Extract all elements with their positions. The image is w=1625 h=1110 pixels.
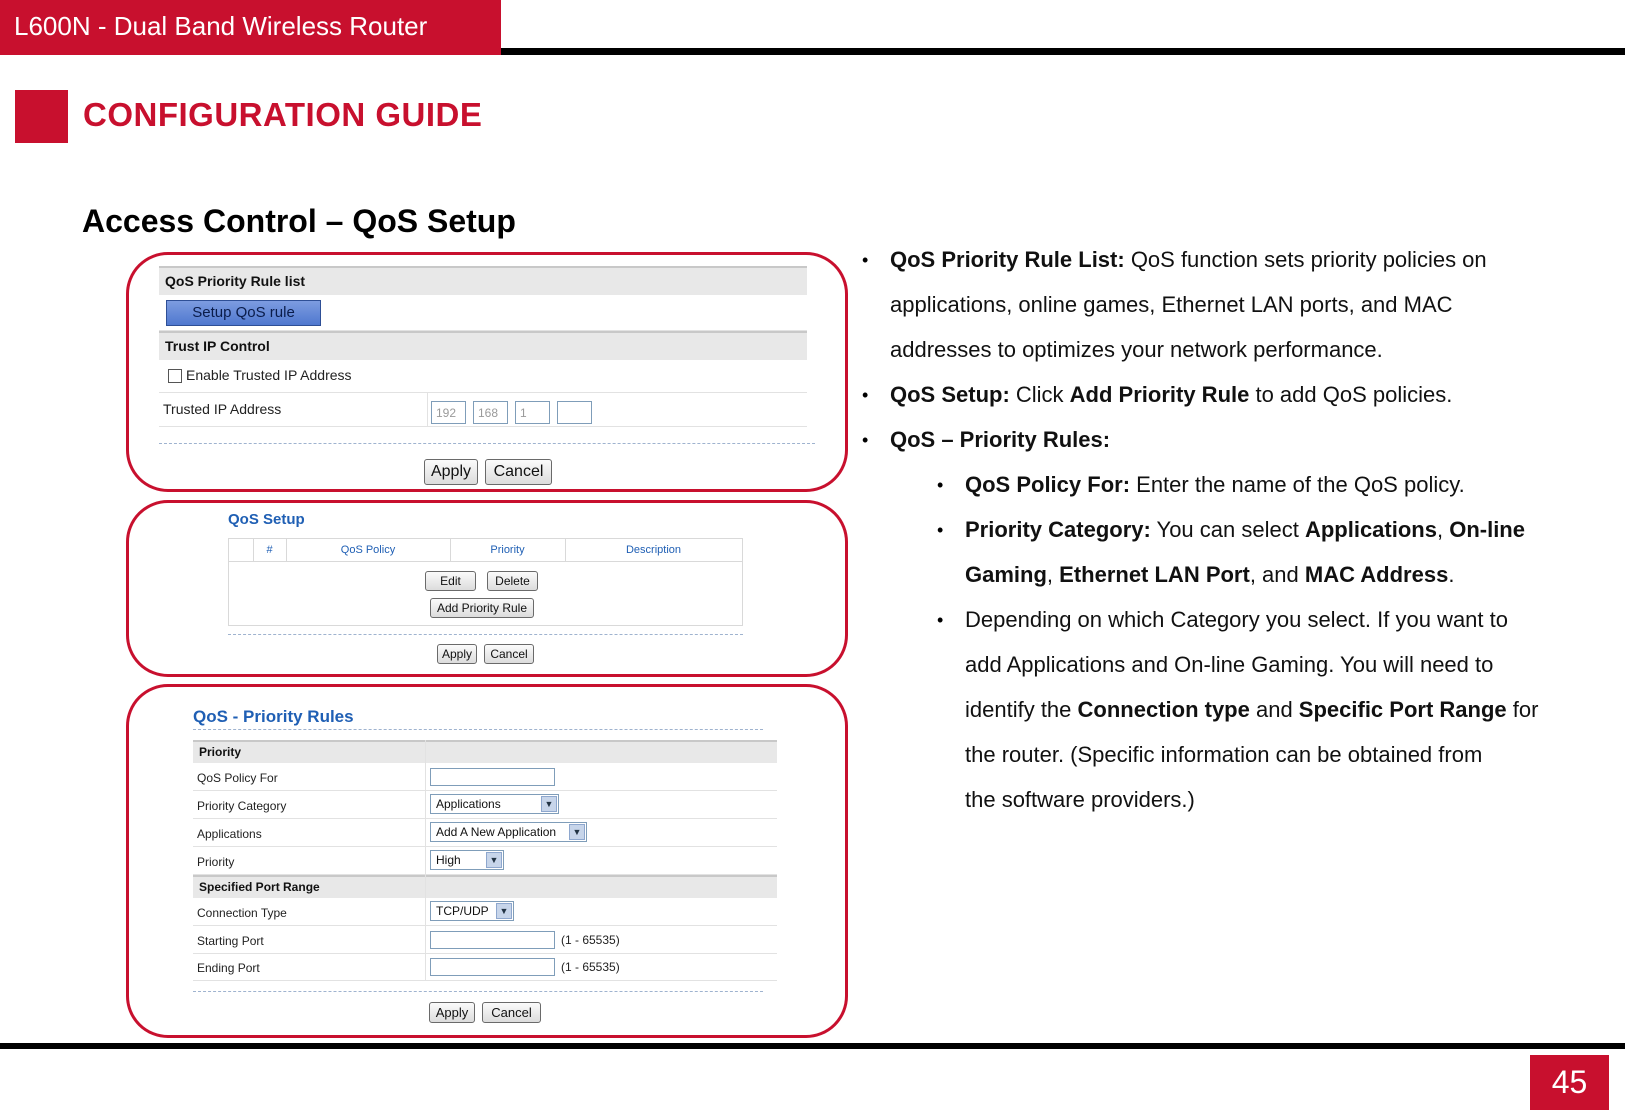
trust-ip-header: Trust IP Control [159, 331, 807, 360]
term: MAC Address [1304, 562, 1449, 587]
setup-qos-rule-button[interactable]: Setup QoS rule [166, 300, 321, 326]
term: On-line [1449, 517, 1525, 542]
connection-type-label: Connection Type [197, 906, 287, 920]
port-range-section-header: Specified Port Range [193, 875, 777, 898]
page-title: Access Control – QoS Setup [82, 203, 516, 239]
divider [193, 729, 763, 730]
priority-label: Priority [197, 855, 235, 869]
column-header-policy: QoS Policy [340, 544, 396, 556]
apply-button[interactable]: Apply [429, 1002, 475, 1023]
description-line: addresses to optimizes your network performance. [890, 337, 1383, 362]
description-line: the software providers.) [965, 787, 1195, 812]
description-line [965, 561, 1454, 589]
divider [193, 991, 763, 992]
description-text: , [1436, 517, 1450, 542]
qos-rule-list-description [890, 246, 1487, 274]
ending-port-input[interactable] [430, 958, 555, 976]
bullet: • [937, 475, 944, 495]
description-line: the router. (Specific information can be obtained from [965, 742, 1483, 767]
description-line: applications, online games, Ethernet LAN ports, and MAC [890, 292, 1453, 317]
priority-category-description [965, 516, 1525, 544]
selected-connection-type: TCP/UDP [436, 904, 489, 918]
qos-rule-list-screenshot [126, 252, 848, 492]
add-priority-rule-button[interactable]: Add Priority Rule [430, 598, 534, 618]
document-product-header: L600N - Dual Band Wireless Router [0, 0, 501, 55]
bullet: • [862, 250, 869, 270]
description-text: QoS function sets priority policies on [1124, 247, 1487, 272]
ip-octet-3[interactable]: 1 [515, 401, 550, 424]
page-number: 45 [1530, 1055, 1609, 1110]
guide-title: CONFIGURATION GUIDE [83, 96, 483, 133]
enable-trusted-row [159, 360, 807, 393]
chevron-down-icon: ▼ [496, 903, 512, 919]
description-text: , [1046, 562, 1060, 587]
starting-port-input[interactable] [430, 931, 555, 949]
priority-select[interactable] [430, 850, 504, 870]
edit-button[interactable]: Edit [425, 571, 476, 591]
qos-rules-table [228, 538, 743, 626]
policy-for-input[interactable] [430, 768, 555, 786]
ip-octet-2[interactable]: 168 [473, 401, 508, 424]
description-text: , and [1249, 562, 1305, 587]
ip-octet-4[interactable] [557, 401, 592, 424]
divider [159, 443, 815, 444]
term: QoS Setup: [890, 382, 1010, 407]
bullet: • [937, 520, 944, 540]
enable-trusted-label: Enable Trusted IP Address [186, 367, 352, 383]
ending-port-range-hint: (1 - 65535) [561, 960, 620, 974]
term: QoS Priority Rule List: [890, 247, 1125, 272]
term: QoS Policy For: [965, 472, 1131, 497]
enable-trusted-checkbox[interactable] [168, 369, 182, 383]
divider [228, 634, 743, 635]
starting-port-label: Starting Port [197, 934, 264, 948]
cancel-button[interactable]: Cancel [485, 459, 552, 485]
priority-section-header: Priority [193, 740, 777, 763]
priority-category-label: Priority Category [197, 799, 287, 813]
header-rule [501, 48, 1625, 55]
starting-port-range-hint: (1 - 65535) [561, 933, 620, 947]
cancel-button[interactable]: Cancel [482, 1002, 541, 1023]
qos-rule-list-header: QoS Priority Rule list [159, 266, 807, 295]
bullet: • [862, 385, 869, 405]
section-marker [15, 90, 68, 143]
term: Connection type [1077, 697, 1250, 722]
description-line: Depending on which Category you select. If you want to [965, 607, 1508, 632]
priority-category-select[interactable] [430, 794, 559, 814]
chevron-down-icon: ▼ [486, 852, 502, 868]
ip-octet-1[interactable]: 192 [431, 401, 466, 424]
column-header-number: # [266, 544, 273, 556]
term: QoS – Priority Rules: [890, 427, 1111, 452]
trusted-ip-label: Trusted IP Address [163, 401, 282, 417]
apply-button[interactable]: Apply [424, 459, 478, 485]
bullet: • [862, 430, 869, 450]
column-divider [425, 740, 426, 981]
term: Specific Port Range [1298, 697, 1507, 722]
description-text: . [1448, 562, 1455, 587]
column-header-description: Description [625, 544, 682, 556]
qos-setup-screenshot [126, 500, 848, 677]
connection-type-select[interactable] [430, 901, 514, 921]
column-divider [427, 393, 428, 427]
footer-rule [0, 1043, 1625, 1049]
term: Add Priority Rule [1069, 382, 1250, 407]
priority-rules-title: QoS - Priority Rules [193, 707, 354, 726]
term: Gaming [965, 562, 1047, 587]
description-text: identify the [965, 697, 1078, 722]
description-text: to add QoS policies. [1249, 382, 1453, 407]
selected-application: Add A New Application [436, 825, 557, 839]
term: Priority Category: [965, 517, 1151, 542]
chevron-down-icon: ▼ [541, 796, 557, 812]
description-line: add Applications and On-line Gaming. You will need to [965, 652, 1494, 677]
qos-setup-title: QoS Setup [228, 511, 305, 528]
term: Ethernet LAN Port [1059, 562, 1250, 587]
description-text: You can select [1150, 517, 1305, 542]
applications-label: Applications [197, 827, 262, 841]
ending-port-label: Ending Port [197, 961, 260, 975]
delete-button[interactable]: Delete [487, 571, 538, 591]
description-line [965, 696, 1538, 724]
priority-rules-heading [890, 426, 1110, 454]
qos-setup-description [890, 381, 1452, 409]
table-header-row [229, 539, 742, 562]
qos-policy-for-description [965, 471, 1465, 499]
selected-priority: High [436, 853, 461, 867]
qos-priority-rules-screenshot [126, 684, 848, 1038]
description-text: and [1249, 697, 1299, 722]
policy-for-label: QoS Policy For [197, 771, 278, 785]
cancel-button[interactable]: Cancel [484, 644, 534, 664]
chevron-down-icon: ▼ [569, 824, 585, 840]
column-header-priority: Priority [490, 544, 525, 556]
description-text: Enter the name of the QoS policy. [1130, 472, 1465, 497]
term: Applications [1304, 517, 1437, 542]
description-text: for [1506, 697, 1539, 722]
apply-button[interactable]: Apply [437, 644, 477, 664]
bullet: • [937, 610, 944, 630]
applications-select[interactable] [430, 822, 587, 842]
description-text: Click [1009, 382, 1070, 407]
selected-category: Applications [436, 797, 501, 811]
